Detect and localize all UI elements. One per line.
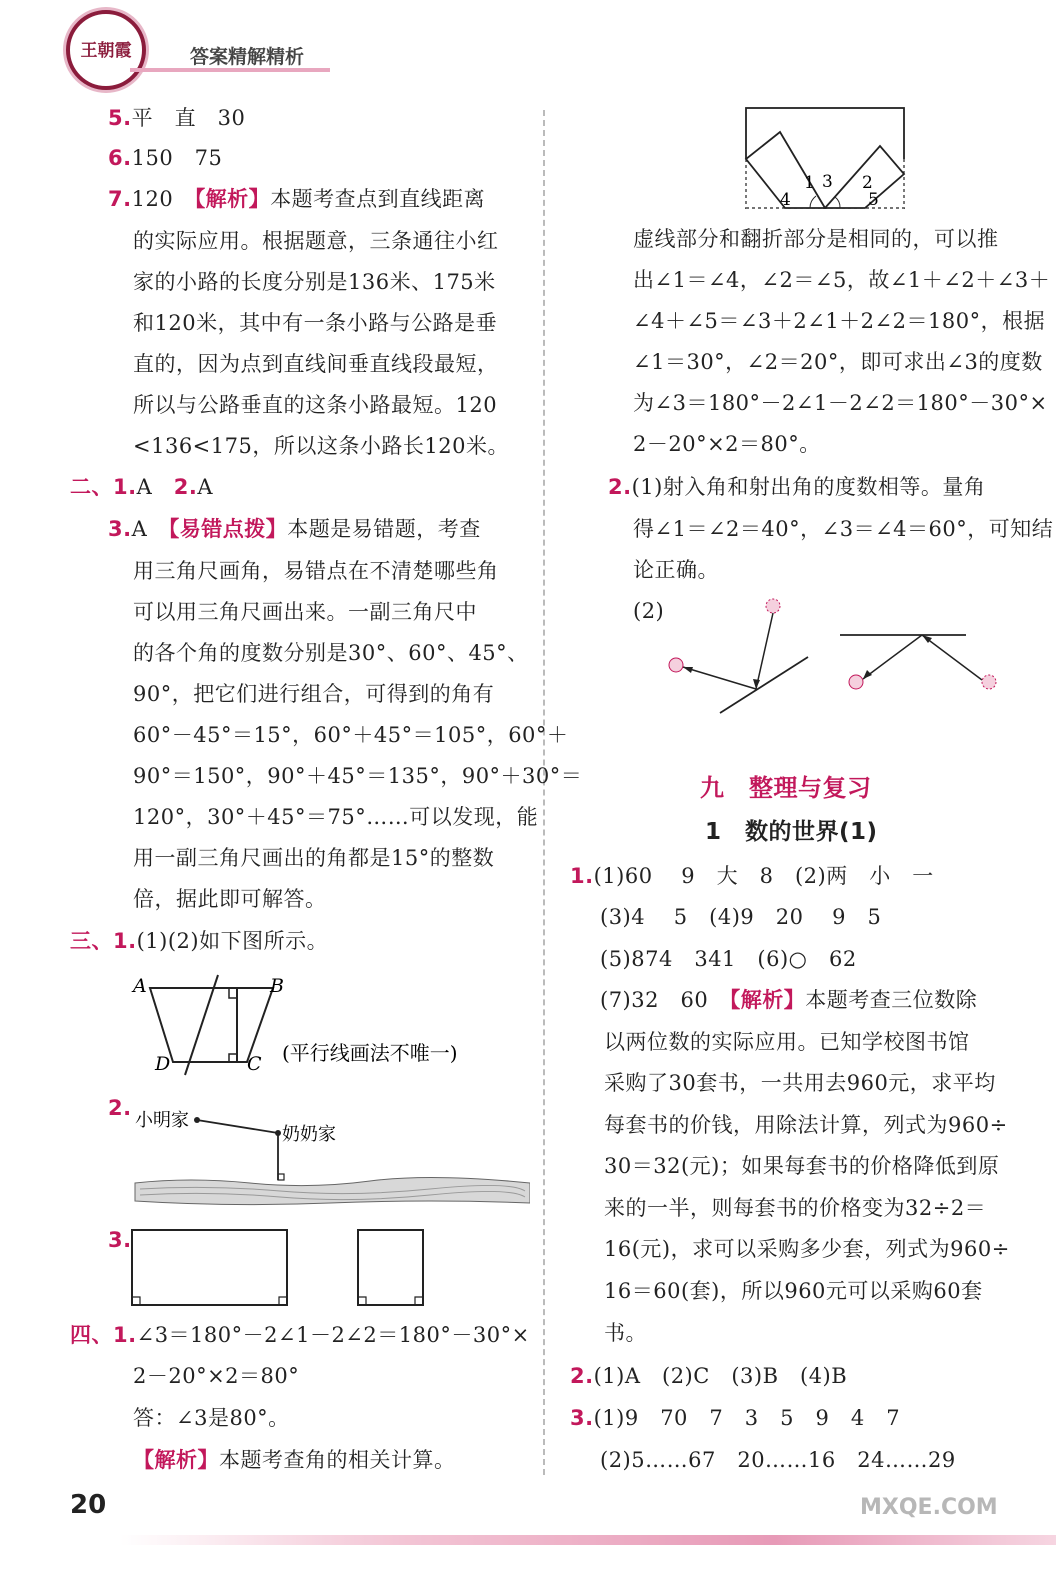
target-ball xyxy=(849,675,863,689)
rectangle-shape xyxy=(132,1230,287,1305)
right-line: 16(元)，求可以采购多少套，列式为960÷ xyxy=(604,1237,1010,1261)
left-line: 90°＝150°，90°＋45°＝135°，90°＋30°＝ xyxy=(133,764,583,788)
left-line: 倍，据此即可解答。 xyxy=(133,887,327,911)
angle-label-1: 1 xyxy=(804,173,815,193)
left-line: 的各个角的度数分别是30°、60°、45°、 xyxy=(133,641,529,665)
left-line: 家的小路的长度分别是136米、175米 xyxy=(133,270,496,294)
right-line: 30＝32(元)；如果每套书的价格降低到原 xyxy=(604,1154,1000,1178)
parallel-line xyxy=(185,975,218,1075)
right-line: 2.(1)A (2)C (3)B (4)B xyxy=(570,1364,848,1388)
right-line: 来的一半，则每套书的价格变为32÷2＝ xyxy=(604,1196,987,1220)
right-line: 采购了30套书，一共用去960元，求平均 xyxy=(604,1071,996,1095)
right-line: (7)32 60 【解析】本题考查三位数除 xyxy=(600,987,978,1012)
right-line: 虚线部分和翻折部分是相同的，可以推 xyxy=(633,227,999,251)
left-line: 所以与公路垂直的这条小路最短。120 xyxy=(133,393,498,417)
right-angle-mark xyxy=(132,1297,140,1305)
angle-label-2: 2 xyxy=(862,173,873,193)
watermark: MXQE.COM xyxy=(860,1495,998,1520)
right-line: ∠1＝30°，∠2＝20°，即可求出∠3的度数 xyxy=(633,350,1043,374)
right-line: (3)4 5 (4)9 20 9 5 xyxy=(600,905,882,929)
right-line: 2.(1)射入角和射出角的度数相等。量角 xyxy=(608,475,986,499)
fold-figure xyxy=(740,104,910,212)
right-line: 为∠3＝180°－2∠1－2∠2＝180°－30°× xyxy=(633,391,1048,415)
left-line: 【解析】本题考查角的相关计算。 xyxy=(133,1447,456,1472)
source-ball xyxy=(766,599,780,613)
xiaoming-label: 小明家 xyxy=(135,1110,189,1131)
left-line: 90°，把它们进行组合，可得到的角有 xyxy=(133,682,495,706)
right-line: ∠4＋∠5＝∠3＋2∠1＋2∠2＝180°，根据 xyxy=(633,309,1046,333)
page-number: 20 xyxy=(70,1490,107,1520)
header-underline xyxy=(130,68,330,72)
target-ball xyxy=(669,658,683,672)
right-line: 书。 xyxy=(604,1321,647,1345)
nainai-label: 奶奶家 xyxy=(282,1124,336,1145)
map-figure xyxy=(130,1105,530,1215)
right-line: 论正确。 xyxy=(633,558,719,582)
right-line: 出∠1＝∠4，∠2＝∠5，故∠1＋∠2＋∠3＋ xyxy=(633,268,1051,292)
right-line: (2)5……67 20……16 24……29 xyxy=(600,1448,956,1472)
right-line: 每套书的价钱，用除法计算，列式为960÷ xyxy=(604,1113,1008,1137)
publisher-logo xyxy=(66,10,146,90)
left-line: 3.A 【易错点拨】本题是易错题，考查 xyxy=(108,516,481,541)
mirror-line xyxy=(720,657,808,713)
path-line xyxy=(197,1120,278,1133)
header-title: 答案精解精析 xyxy=(190,46,305,68)
right-angle-mark xyxy=(229,1054,237,1062)
logo-text: 王朝霞 xyxy=(80,41,132,61)
angle-label-3: 3 xyxy=(822,172,833,192)
label-a: A xyxy=(133,975,147,997)
right-line: 2－20°×2＝80°。 xyxy=(633,432,821,456)
reflected-ray xyxy=(863,635,922,679)
incident-ray xyxy=(922,635,982,680)
reflection-figure xyxy=(660,595,1010,720)
right-angle-mark xyxy=(279,1297,287,1305)
left-line: 7.120 【解析】本题考查点到直线距离 xyxy=(108,186,486,211)
label-d: D xyxy=(155,1053,171,1075)
angle-label-4: 4 xyxy=(780,190,791,210)
label-c: C xyxy=(247,1053,262,1075)
incident-ray xyxy=(756,613,773,689)
trapezoid-shape xyxy=(150,988,273,1062)
rectangles-figure xyxy=(125,1225,445,1310)
left-line: 5.平 直 30 xyxy=(108,106,246,130)
right-line: 3.(1)9 70 7 3 5 9 4 7 xyxy=(570,1406,901,1430)
right-angle-mark xyxy=(358,1297,366,1305)
left-line: 2－20°×2＝80° xyxy=(133,1364,300,1388)
right-angle-mark xyxy=(229,988,237,998)
right-line: 得∠1＝∠2＝40°，∠3＝∠4＝60°，可知结 xyxy=(633,517,1054,541)
river-shape xyxy=(135,1177,530,1204)
left-line: 6.150 75 xyxy=(108,146,223,170)
right-line: (5)874 341 (6)○ 62 xyxy=(600,947,857,971)
right-line: 1.(1)60 9 大 8 (2)两 小 一 xyxy=(570,864,934,888)
chapter-title: 九 整理与复习 xyxy=(700,774,872,802)
right-line: 16＝60(套)，所以960元可以采购60套 xyxy=(604,1279,983,1303)
label-b: B xyxy=(270,975,284,997)
right-line: (2) xyxy=(633,599,665,623)
reflected-ray xyxy=(683,667,756,689)
left-line: 二、1.A 2.A xyxy=(70,475,214,499)
column-divider xyxy=(543,110,545,1475)
left-line: 可以用三角尺画出来。一副三角尺中 xyxy=(133,600,477,624)
left-line: 四、1.∠3＝180°－2∠1－2∠2＝180°－30°× xyxy=(70,1323,530,1347)
section-title: 1 数的世界(1) xyxy=(705,819,878,845)
right-angle-mark xyxy=(415,1297,423,1305)
left-line: 120°，30°＋45°＝75°……可以发现，能 xyxy=(133,805,539,829)
left-line: 答：∠3是80°。 xyxy=(133,1406,290,1430)
left-line: <136<175，所以这条小路长120米。 xyxy=(133,434,509,458)
source-ball xyxy=(982,675,996,689)
left-line: 三、1.(1)(2)如下图所示。 xyxy=(70,929,329,953)
left-line: 用一副三角尺画出的角都是15°的整数 xyxy=(133,846,495,870)
left-line: 直的，因为点到直线间垂直线段最短， xyxy=(133,352,499,376)
left-line: 的实际应用。根据题意，三条通往小红 xyxy=(133,229,499,253)
left-line: 用三角尺画角，易错点在不清楚哪些角 xyxy=(133,559,499,583)
q2-number: 2. xyxy=(108,1096,132,1120)
angle-label-5: 5 xyxy=(868,190,879,210)
footer-bar xyxy=(120,1535,1056,1545)
trapezoid-figure xyxy=(125,970,525,1080)
right-line: 以两位数的实际应用。已知学校图书馆 xyxy=(604,1030,970,1054)
square-shape xyxy=(358,1230,423,1305)
q3-number: 3. xyxy=(108,1228,132,1252)
left-line: 60°－45°＝15°，60°＋45°＝105°，60°＋ xyxy=(133,723,569,747)
left-line: 和120米，其中有一条小路与公路是垂 xyxy=(133,311,498,335)
parallel-note: (平行线画法不唯一) xyxy=(282,1041,458,1065)
